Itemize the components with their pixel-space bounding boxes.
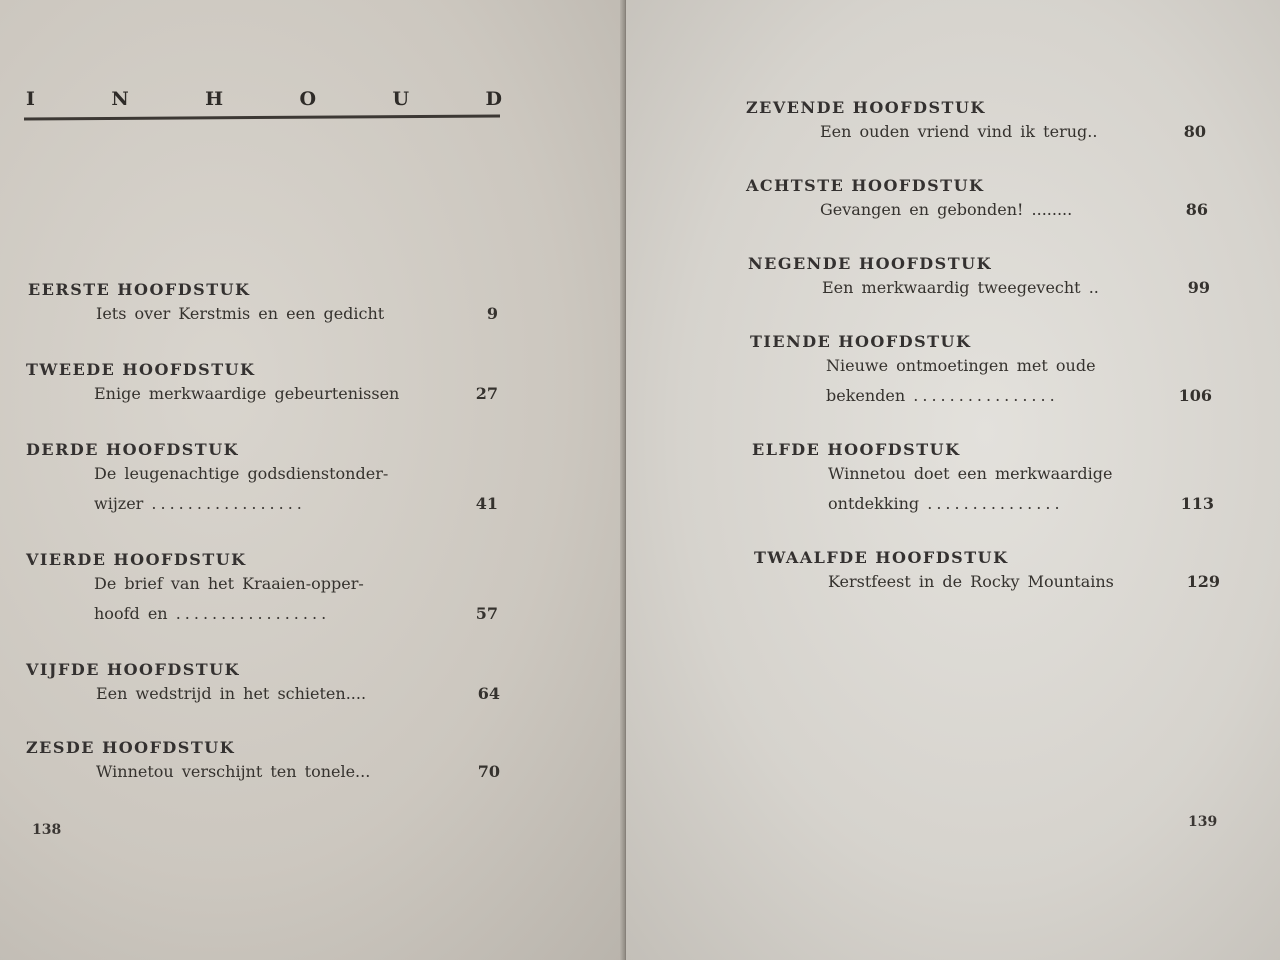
toc-entry [26, 550, 498, 629]
page-number: 80 [1183, 122, 1206, 141]
page-number: 129 [1186, 572, 1220, 591]
chapter-title-line [750, 381, 1212, 411]
toc-entry [746, 98, 1206, 147]
page-number: 70 [477, 762, 500, 781]
chapter-title: De brief van het Kraaien-opper- [94, 574, 364, 593]
toc-entry [750, 332, 1212, 411]
chapter-heading: VIJFDE HOOFDSTUK [26, 660, 241, 679]
page-number: 86 [1185, 200, 1208, 219]
chapter-heading: ACHTSTE HOOFDSTUK [746, 176, 985, 195]
chapter-title: Kerstfeest in de Rocky Mountains [828, 572, 1114, 591]
contents-title [26, 88, 502, 110]
toc-entry [752, 440, 1214, 519]
page-number: 113 [1180, 494, 1214, 513]
chapter-heading: EERSTE HOOFDSTUK [28, 280, 251, 299]
chapter-heading: TWEEDE HOOFDSTUK [26, 360, 256, 379]
toc-entry [754, 548, 1220, 597]
page-number: 41 [475, 494, 498, 513]
chapter-title: wijzer [94, 494, 144, 513]
chapter-heading: ZEVENDE HOOFDSTUK [746, 98, 986, 117]
chapter-title-line [26, 569, 498, 599]
chapter-title-line [746, 117, 1206, 147]
toc-entry [746, 176, 1208, 225]
chapter-title: ontdekking [828, 494, 920, 513]
chapter-heading: DERDE HOOFDSTUK [26, 440, 240, 459]
page-folio: 138 [32, 822, 62, 838]
page-number: 106 [1178, 386, 1212, 405]
chapter-title: Winnetou verschijnt ten tonele... [96, 762, 371, 781]
chapter-title-line [26, 379, 498, 409]
title-letter: O [299, 88, 317, 110]
chapter-heading: TIENDE HOOFDSTUK [750, 332, 972, 351]
chapter-title: Een wedstrijd in het schieten.... [96, 684, 367, 703]
toc-entry [748, 254, 1210, 303]
chapter-title: Enige merkwaardige gebeurtenissen [94, 384, 400, 403]
chapter-title: Winnetou doet een merkwaardige [828, 464, 1113, 483]
leader-dots: ................. [151, 494, 306, 513]
chapter-heading: ZESDE HOOFDSTUK [26, 738, 236, 757]
left-page [0, 0, 626, 960]
chapter-title: bekenden [826, 386, 906, 405]
chapter-title-line [26, 599, 498, 629]
chapter-title-line [748, 273, 1210, 303]
chapter-heading: NEGENDE HOOFDSTUK [748, 254, 992, 273]
title-letter: U [392, 88, 410, 110]
toc-entry [28, 280, 498, 329]
chapter-title: Nieuwe ontmoetingen met oude [826, 356, 1096, 375]
chapter-title-line [752, 459, 1214, 489]
chapter-title: De leugenachtige godsdienstonder- [94, 464, 389, 483]
chapter-title-line [26, 757, 500, 787]
toc-entry [26, 360, 498, 409]
chapter-heading: VIERDE HOOFDSTUK [26, 550, 247, 569]
toc-entry [26, 660, 500, 709]
page-number: 9 [486, 304, 498, 323]
chapter-heading: TWAALFDE HOOFDSTUK [754, 548, 1009, 567]
title-underline [24, 115, 500, 121]
chapter-title: Iets over Kerstmis en een gedicht [96, 304, 385, 323]
chapter-title-line [26, 489, 498, 519]
chapter-title-line [754, 567, 1220, 597]
title-letter: D [485, 88, 502, 110]
leader-dots: ................. [175, 604, 331, 623]
chapter-title: Gevangen en gebonden! ........ [820, 200, 1073, 219]
title-letter: H [205, 88, 224, 110]
chapter-title-line [750, 351, 1212, 381]
chapter-heading: ELFDE HOOFDSTUK [752, 440, 961, 459]
chapter-title: hoofd en [94, 604, 168, 623]
leader-dots: ................ [913, 386, 1059, 405]
chapter-title-line [26, 679, 500, 709]
right-page [626, 0, 1280, 960]
toc-entry [26, 738, 500, 787]
chapter-title: Een ouden vriend vind ik terug.. [820, 122, 1098, 141]
toc-entry [26, 440, 498, 519]
title-letter: I [26, 88, 35, 110]
chapter-title: Een merkwaardig tweegevecht .. [822, 278, 1099, 297]
chapter-title-line [746, 195, 1208, 225]
chapter-title-line [752, 489, 1214, 519]
page-number: 99 [1187, 278, 1210, 297]
leader-dots: ............... [927, 494, 1064, 513]
chapter-title-line [28, 299, 498, 329]
page-number: 64 [477, 684, 500, 703]
title-letter: N [111, 88, 129, 110]
page-folio: 139 [1188, 814, 1218, 830]
chapter-title-line [26, 459, 498, 489]
page-number: 57 [475, 604, 498, 623]
page-number: 27 [475, 384, 498, 403]
